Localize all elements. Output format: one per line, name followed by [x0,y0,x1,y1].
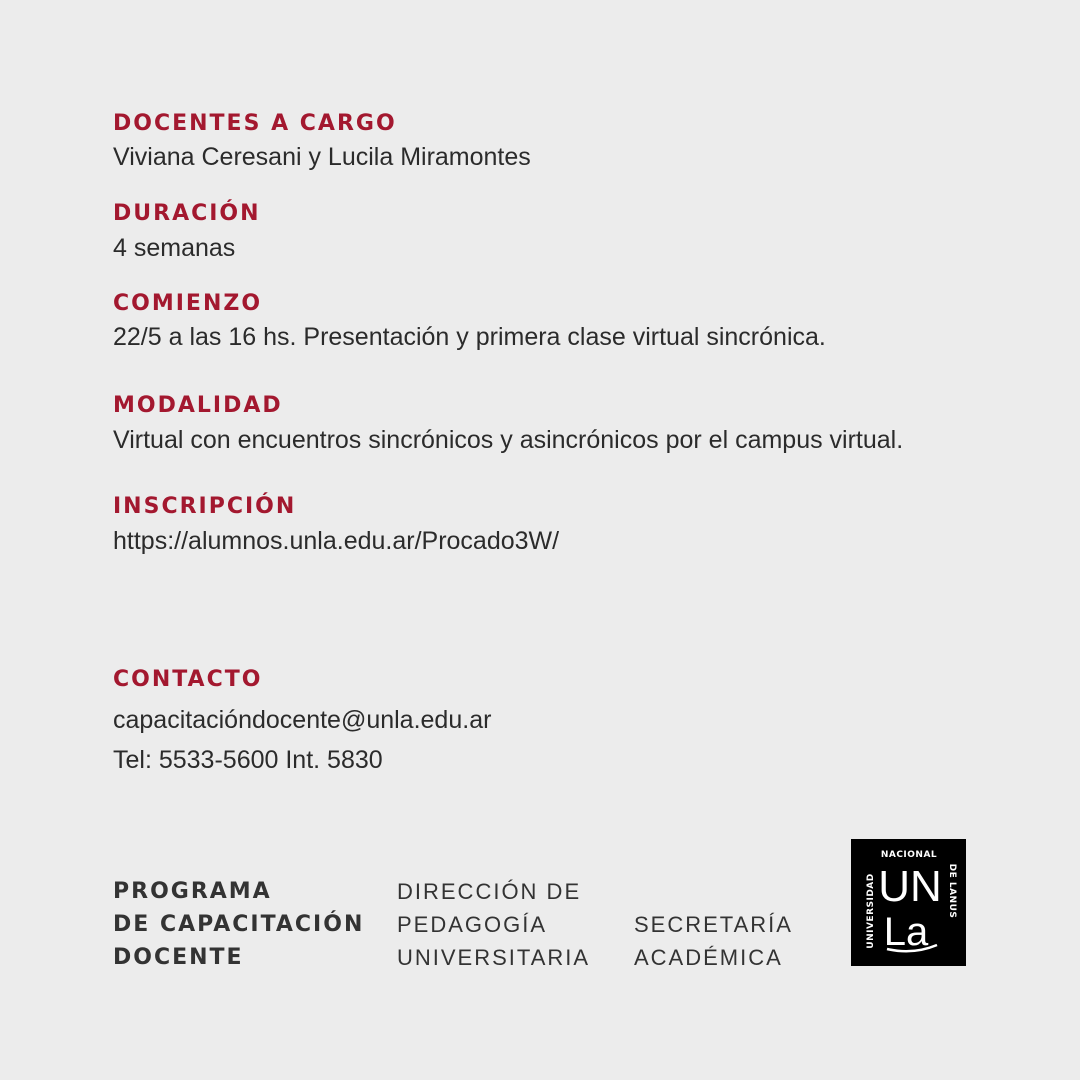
direccion-line: PEDAGOGÍA [397,912,548,937]
docentes-label: DOCENTES A CARGO [113,111,397,136]
duracion-label: DURACIÓN [113,201,261,226]
programa-block [113,875,364,974]
logo-ring-top: NACIONAL [880,850,938,860]
logo-un: UN [878,862,942,911]
modalidad-label: MODALIDAD [113,393,283,418]
programa-line: DE CAPACITACIÓN [113,912,365,937]
comienzo-label: COMIENZO [113,291,263,316]
direccion-block [397,875,590,974]
logo-ring-right: DE LANUS [947,863,957,919]
programa-line: PROGRAMA [113,879,272,904]
direccion-line: UNIVERSITARIA [397,945,591,970]
contacto-email[interactable]: capacitacióndocente@unla.edu.ar [113,706,492,734]
secretaria-line: SECRETARÍA [634,912,793,937]
modalidad-value: Virtual con encuentros sincrónicos y asincrónicos por el campus virtual. [113,426,904,454]
logo-ring-left: UNIVERSIDAD [866,873,876,949]
docentes-value: Viviana Ceresani y Lucila Miramontes [113,143,531,171]
secretaria-line: ACADÉMICA [634,945,783,970]
logo-la: La [883,910,929,954]
inscripcion-label: INSCRIPCIÓN [113,494,297,519]
direccion-line: DIRECCIÓN DE [397,879,582,904]
unla-logo [851,839,966,966]
contacto-label: CONTACTO [113,667,263,692]
contacto-phone: Tel: 5533-5600 Int. 5830 [113,746,383,774]
inscripcion-link[interactable]: https://alumnos.unla.edu.ar/Procado3W/ [113,527,560,555]
duracion-value: 4 semanas [113,234,236,262]
secretaria-block [634,908,793,974]
comienzo-value: 22/5 a las 16 hs. Presentación y primera clase virtual sincrónica. [113,323,826,351]
unla-logo-mark [851,839,966,966]
programa-line: DOCENTE [113,945,244,970]
